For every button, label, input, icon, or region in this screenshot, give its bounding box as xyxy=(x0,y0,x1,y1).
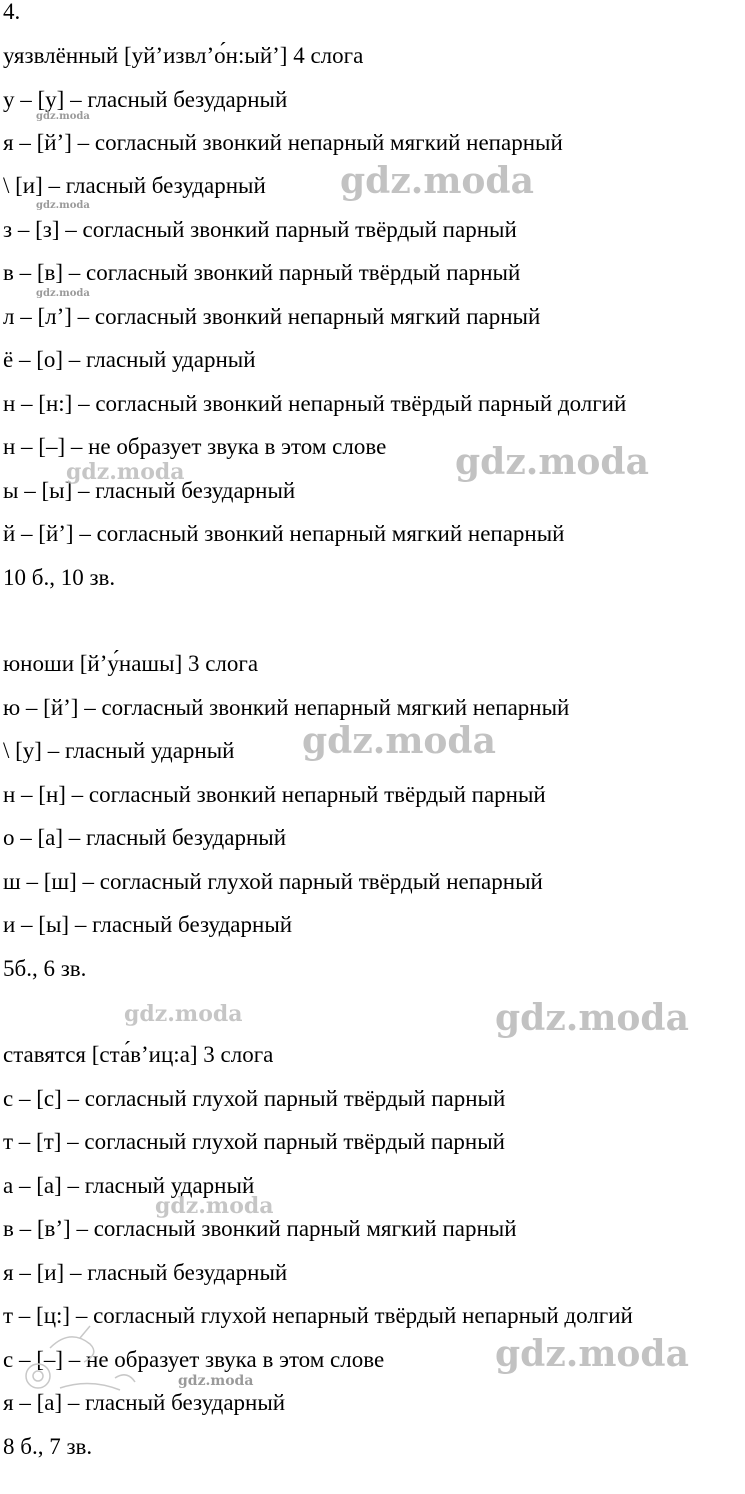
word-summary: 10 б., 10 зв. xyxy=(3,565,116,590)
watermark-medium: gdz.moda xyxy=(124,1001,243,1027)
word-summary: 5б., 6 зв. xyxy=(3,956,87,981)
watermark-large: gdz.moda xyxy=(495,1333,689,1375)
sound-line: с – [–] – не образует звука в этом слове xyxy=(3,1347,385,1372)
sound-line: з – [з] – согласный звонкий парный твёрдый парный xyxy=(3,217,517,242)
watermark-medium: gdz.moda xyxy=(66,459,185,485)
sound-line: ё – [о] – гласный ударный xyxy=(3,347,256,372)
sound-line: л – [л’] – согласный звонкий непарный мягкий парный xyxy=(3,304,541,329)
sound-line: и – [ы] – гласный безударный xyxy=(3,912,293,937)
sound-line: \ [и] – гласный безударный xyxy=(3,173,266,198)
watermark-large: gdz.moda xyxy=(340,160,534,202)
sound-line: я – [й’] – согласный звонкий непарный мягкий непарный xyxy=(3,130,563,155)
sound-line: н – [н:] – согласный звонкий непарный твёрдый парный долгий xyxy=(3,391,627,416)
sound-line: ы – [ы] – гласный безударный xyxy=(3,478,296,503)
word-summary: 8 б., 7 зв. xyxy=(3,1434,93,1459)
sound-line: т – [т] – согласный глухой парный твёрдый парный xyxy=(3,1129,505,1154)
word-title: юноши [й’у́нашы] 3 слога xyxy=(3,651,259,676)
watermark-large: gdz.moda xyxy=(495,997,689,1039)
sound-line: й – [й’] – согласный звонкий непарный мягкий непарный xyxy=(3,521,565,546)
word-title: уязвлённый [уй’извл’о́н:ый’] 4 слога xyxy=(3,43,364,68)
sound-line: у – [у] – гласный безударный xyxy=(3,87,288,112)
sound-line: \ [у] – гласный ударный xyxy=(3,738,235,763)
sound-line: о – [а] – гласный безударный xyxy=(3,825,287,850)
exercise-number: 4. xyxy=(3,0,21,24)
sound-line: а – [а] – гласный ударный xyxy=(3,1173,255,1198)
watermark-medium: gdz.moda xyxy=(155,1193,274,1219)
sound-line: ю – [й’] – согласный звонкий непарный мягкий непарный xyxy=(3,695,570,720)
watermark-large: gdz.moda xyxy=(302,720,496,762)
sound-line: в – [в] – согласный звонкий парный твёрдый парный xyxy=(3,260,521,285)
sound-line: ш – [ш] – согласный глухой парный твёрдый непарный xyxy=(3,869,543,894)
sound-line: с – [с] – согласный глухой парный твёрдый парный xyxy=(3,1086,506,1111)
word-title: ставятся [ста́в’иц:а] 3 слога xyxy=(3,1042,274,1067)
sound-line: я – [а] – гласный безударный xyxy=(3,1390,286,1415)
watermark-large: gdz.moda xyxy=(455,441,649,483)
sound-line: н – [н] – согласный звонкий непарный твёрдый парный xyxy=(3,782,546,807)
watermark-small: gdz.moda xyxy=(36,111,90,122)
watermark-small: gdz.moda xyxy=(36,200,90,211)
sound-line: т – [ц:] – согласный глухой непарный твёрдый непарный долгий xyxy=(3,1303,633,1328)
sound-line: н – [–] – не образует звука в этом слове xyxy=(3,434,387,459)
sound-line: в – [в’] – согласный звонкий парный мягкий парный xyxy=(3,1216,517,1241)
sound-line: я – [и] – гласный безударный xyxy=(3,1260,288,1285)
watermark-small: gdz.moda xyxy=(178,1373,254,1389)
watermark-small: gdz.moda xyxy=(36,288,90,299)
